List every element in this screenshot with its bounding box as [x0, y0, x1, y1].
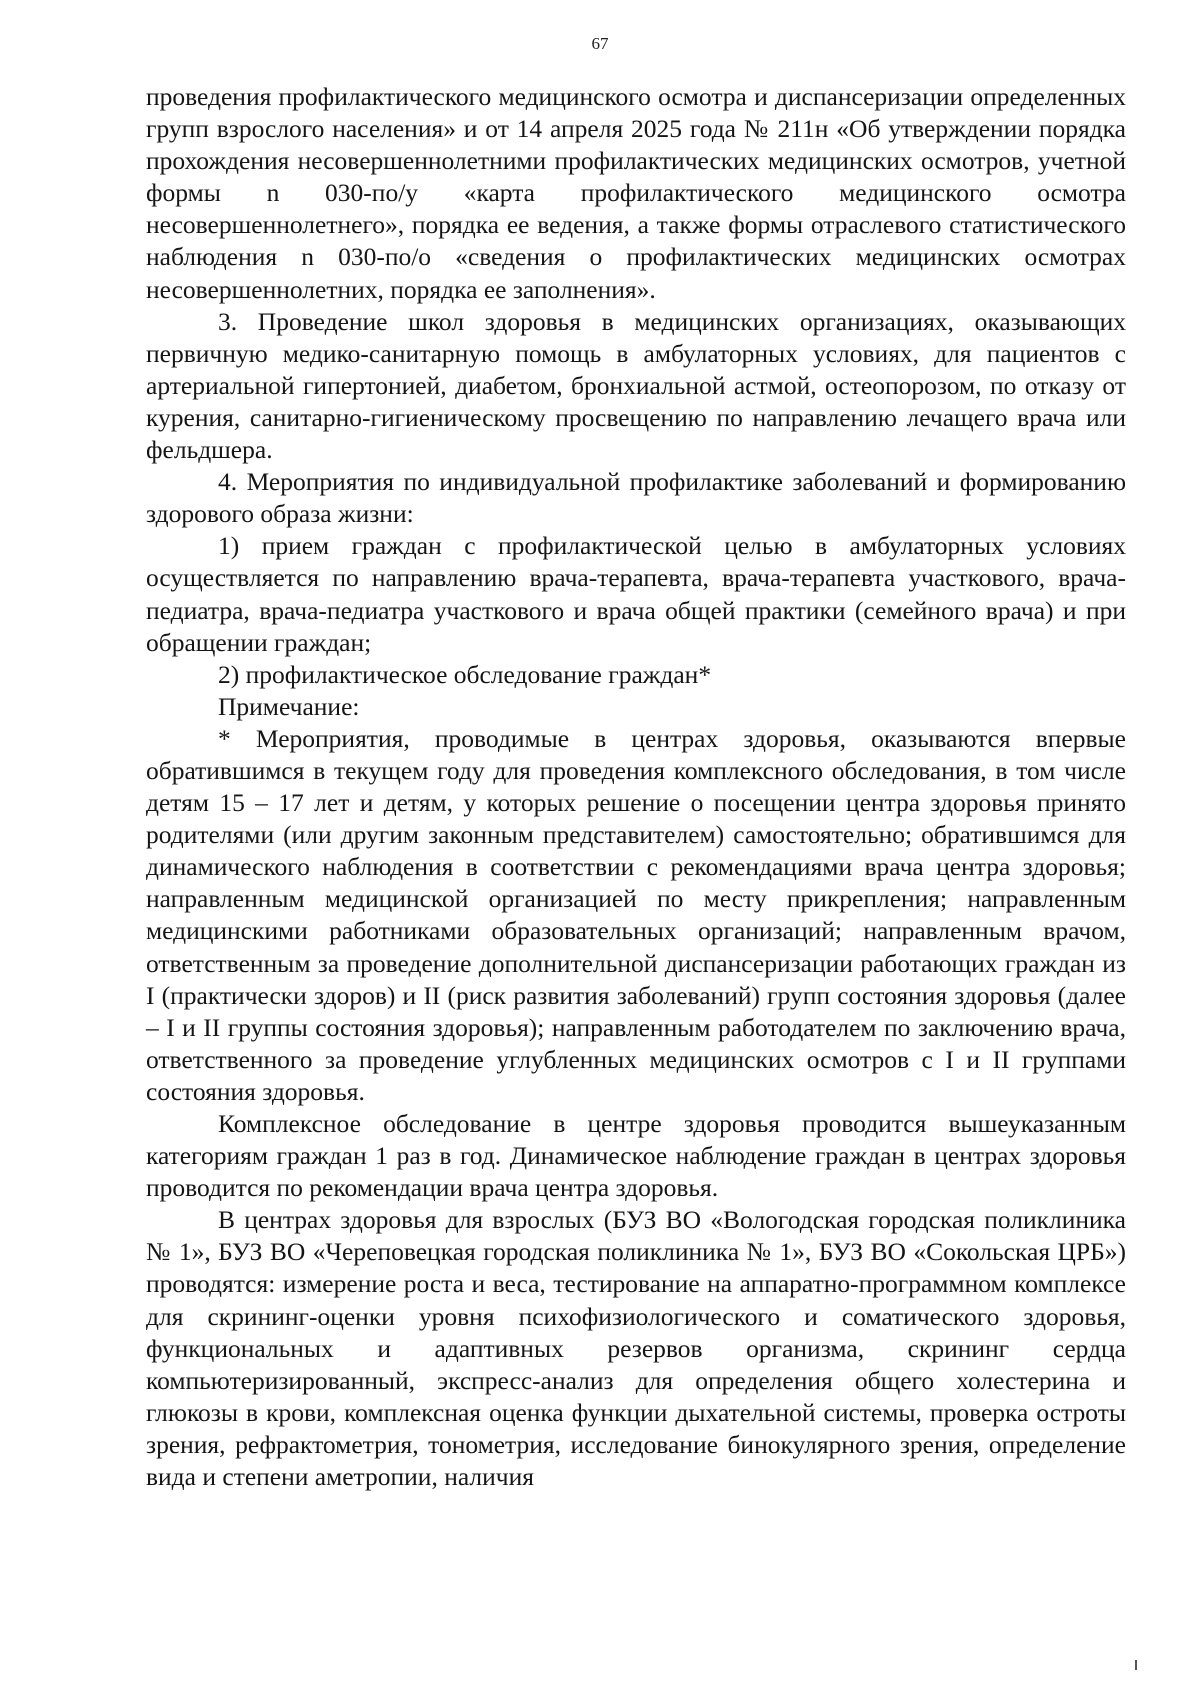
page-number: 67 — [591, 34, 609, 53]
paragraph-item-1-reception: 1) прием граждан с профилактической целью в амбулаторных условиях осуществляется по направлению врача-терапевта, врача-терапевта участкового, врача-педиатра, врача-педиатра участкового и врача общей практики (семейного врача) и при обращении граждан; — [146, 531, 1126, 657]
scan-artifact-mark — [1135, 1660, 1137, 1670]
paragraph-comprehensive-exam: Комплексное обследование в центре здоровья проводится вышеуказанным категориям граждан 1 раз в год. Динамическое наблюдение граждан в центрах здоровья проводится по рекомендации врача центра здоровья. — [146, 1109, 1126, 1203]
paragraph-note-heading: Примечание: — [218, 691, 360, 721]
paragraph-item-2-examination: 2) профилактическое обследование граждан* — [218, 659, 712, 689]
document-body — [146, 81, 1126, 1493]
paragraph-order-references: проведения профилактического медицинского осмотра и диспансеризации определенных групп взрослого населения» и от 14 апреля 2025 года № 211н «Об утверждении порядка прохождения несовершеннолетними профилактических медицинских осмотров, учетной формы n 030-по/у «карта профилактического медицинского осмотра несовершеннолетнего», порядка ее ведения, а также формы отраслевого статистического наблюдения n 030-по/о «сведения о профилактических медицинских осмотрах несовершеннолетних, порядка ее заполнения». — [146, 82, 1126, 304]
paragraph-individual-prevention: 4. Мероприятия по индивидуальной профилактике заболеваний и формированию здорового образа жизни: — [146, 467, 1126, 529]
paragraph-adult-health-centers: В центрах здоровья для взрослых (БУЗ ВО «Вологодская городская поликлиника № 1», БУЗ ВО «Череповецкая городская поликлиника № 1», БУЗ ВО «Сокольская ЦРБ») проводятся: измерение роста и веса, тестирование на аппаратно-программном комплексе для скрининг-оценки уровня психофизиологического и соматического здоровья, функциональных и адаптивных резервов организма, скрининг сердца компьютеризированный, экспресс-анализ для определения общего холестерина и глюкозы в крови, комплексная оценка функции дыхательной системы, проверка остроты зрения, рефрактометрия, тонометрия, исследование бинокулярного зрения, определение вида и степени аметропии, наличия — [146, 1205, 1126, 1492]
paragraph-note-text: * Мероприятия, проводимые в центрах здоровья, оказываются впервые обратившимся в текущем году для проведения комплексного обследования, в том числе детям 15 – 17 лет и детям, у которых решение о посещении центра здоровья принято родителями (или другим законным представителем) самостоятельно; обратившимся для динамического наблюдения в соответствии с рекомендациями врача центра здоровья; направленным медицинской организацией по месту прикрепления; направленным медицинскими работниками образовательных организаций; направленным врачом, ответственным за проведение дополнительной диспансеризации работающих граждан из I (практически здоров) и II (риск развития заболеваний) групп состояния здоровья (далее – I и II группы состояния здоровья); направленным работодателем по заключению врача, ответственного за проведение углубленных медицинских осмотров с I и II группами состояния здоровья. — [146, 723, 1126, 1106]
paragraph-health-schools: 3. Проведение школ здоровья в медицинских организациях, оказывающих первичную медико-санитарную помощь в амбулаторных условиях, для пациентов с артериальной гипертонией, диабетом, бронхиальной астмой, остеопорозом, по отказу от курения, санитарно-гигиеническому просвещению по направлению лечащего врача или фельдшера. — [146, 306, 1126, 465]
